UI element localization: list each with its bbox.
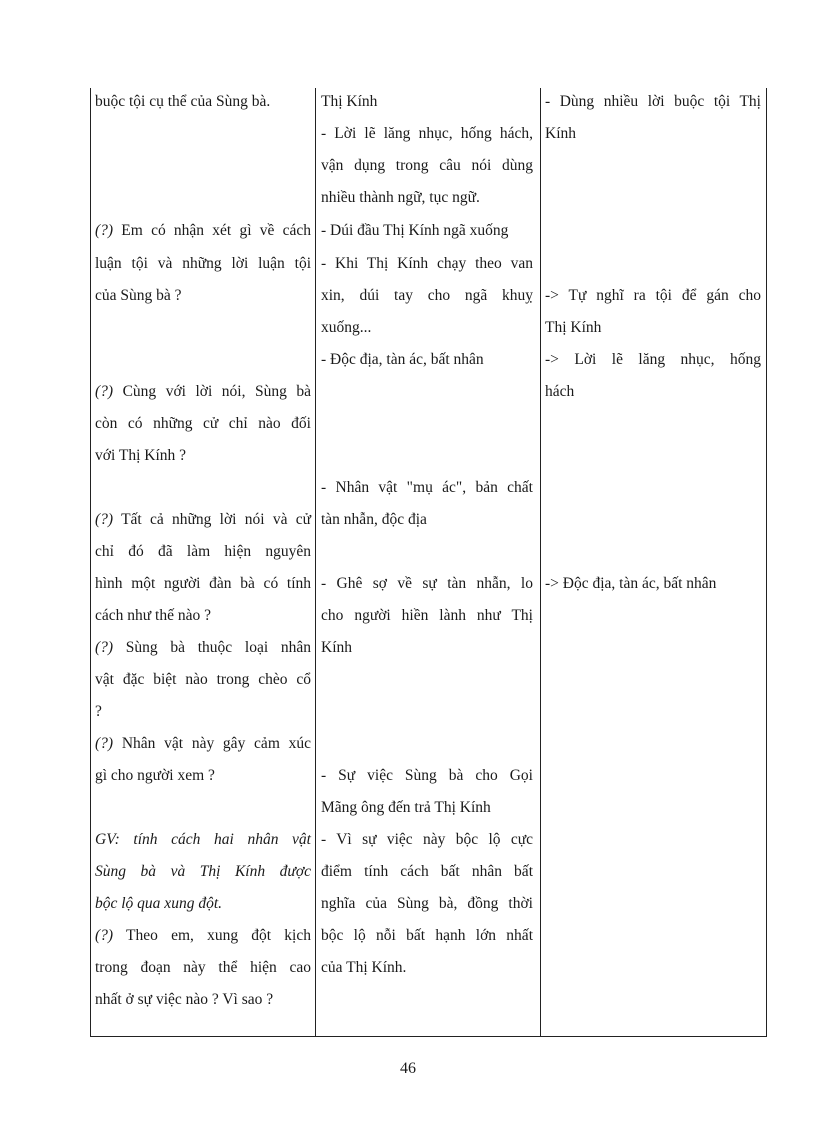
text-line: của Thị Kính. <box>321 959 407 976</box>
teacher-note-line: bộc lộ qua xung đột. <box>95 895 222 912</box>
text-line: vận dụng trong câu nói dùng <box>321 157 533 174</box>
column-divider-1 <box>315 88 316 1036</box>
question-marker: (?) <box>95 735 114 752</box>
text-line: ? <box>95 703 102 720</box>
text-line: xuống... <box>321 319 372 336</box>
text-line: bộc lộ nỗi bất hạnh lớn nhất <box>321 927 533 944</box>
text-line: với Thị Kính ? <box>95 447 187 464</box>
text-line: xin, dúi tay cho ngã khuỵ <box>321 287 533 304</box>
column-divider-2 <box>540 88 541 1036</box>
text-line: nhất ở sự việc nào ? Vì sao ? <box>95 991 274 1008</box>
text-line: tàn nhẫn, độc địa <box>321 511 427 528</box>
text-line: điểm tính cách bất nhân bất <box>321 863 533 880</box>
text-line: chỉ đó đã làm hiện nguyên <box>95 543 311 560</box>
question-line: (?) Cùng với lời nói, Sùng bà <box>95 383 311 400</box>
text-line: Kính <box>321 639 352 656</box>
page-number: 46 <box>400 1060 416 1077</box>
text-line: - Ghê sợ về sự tàn nhẫn, lo <box>321 575 533 592</box>
text-line: Thị Kính <box>321 93 378 110</box>
question-marker: (?) <box>95 222 114 239</box>
text-line: -> Lời lẽ lăng nhục, hống <box>545 351 761 368</box>
text-line: cho người hiền lành như Thị <box>321 607 533 624</box>
text-line: -> Tự nghĩ ra tội để gán cho <box>545 287 761 304</box>
text-line: - Vì sự việc này bộc lộ cực <box>321 831 533 848</box>
text-line: - Dúi đầu Thị Kính ngã xuống <box>321 222 509 239</box>
text-line: gì cho người xem ? <box>95 767 215 784</box>
question-line: (?) Theo em, xung đột kịch <box>95 927 311 944</box>
question-line: (?) Tất cả những lời nói và cử <box>95 511 311 528</box>
text-line: - Dùng nhiều lời buộc tội Thị <box>545 93 761 110</box>
text-line: của Sùng bà ? <box>95 287 182 304</box>
text-line: - Khi Thị Kính chạy theo van <box>321 255 533 272</box>
question-marker: (?) <box>95 383 114 400</box>
question-marker: (?) <box>95 927 114 944</box>
question-line: (?) Nhân vật này gây cảm xúc <box>95 735 311 752</box>
text-line: hình một người đàn bà có tính <box>95 575 311 592</box>
text-line: Mãng ông đến trả Thị Kính <box>321 799 491 816</box>
text-line: - Sự việc Sùng bà cho Gọi <box>321 767 533 784</box>
text-line: luận tội và những lời luận tội <box>95 255 311 272</box>
question-marker: (?) <box>95 639 114 656</box>
text-line: - Lời lẽ lăng nhục, hống hách, <box>321 125 533 142</box>
text-line: - Nhân vật "mụ ác", bản chất <box>321 479 533 496</box>
question-line: (?) Em có nhận xét gì về cách <box>95 222 311 239</box>
text-line: còn có những cử chỉ nào đối <box>95 415 311 432</box>
text-line: cách như thế nào ? <box>95 607 211 624</box>
teacher-note-line: GV: tính cách hai nhân vật <box>95 831 311 848</box>
text-line: buộc tội cụ thể của Sùng bà. <box>95 93 271 110</box>
text-line: trong đoạn này thể hiện cao <box>95 959 311 976</box>
question-marker: (?) <box>95 511 114 528</box>
text-line: Thị Kính <box>545 319 602 336</box>
teacher-note-line: Sùng bà và Thị Kính được <box>95 863 311 880</box>
text-line: vật đặc biệt nào trong chèo cổ <box>95 671 311 688</box>
text-line: -> Độc địa, tàn ác, bất nhân <box>545 575 717 592</box>
question-line: (?) Sùng bà thuộc loại nhân <box>95 639 311 656</box>
text-line: hách <box>545 383 575 400</box>
text-line: Kính <box>545 125 576 142</box>
lesson-table <box>90 88 767 1037</box>
text-line: nhiều thành ngữ, tục ngữ. <box>321 189 480 206</box>
text-line: - Độc địa, tàn ác, bất nhân <box>321 351 484 368</box>
text-line: nghĩa của Sùng bà, đồng thời <box>321 895 533 912</box>
